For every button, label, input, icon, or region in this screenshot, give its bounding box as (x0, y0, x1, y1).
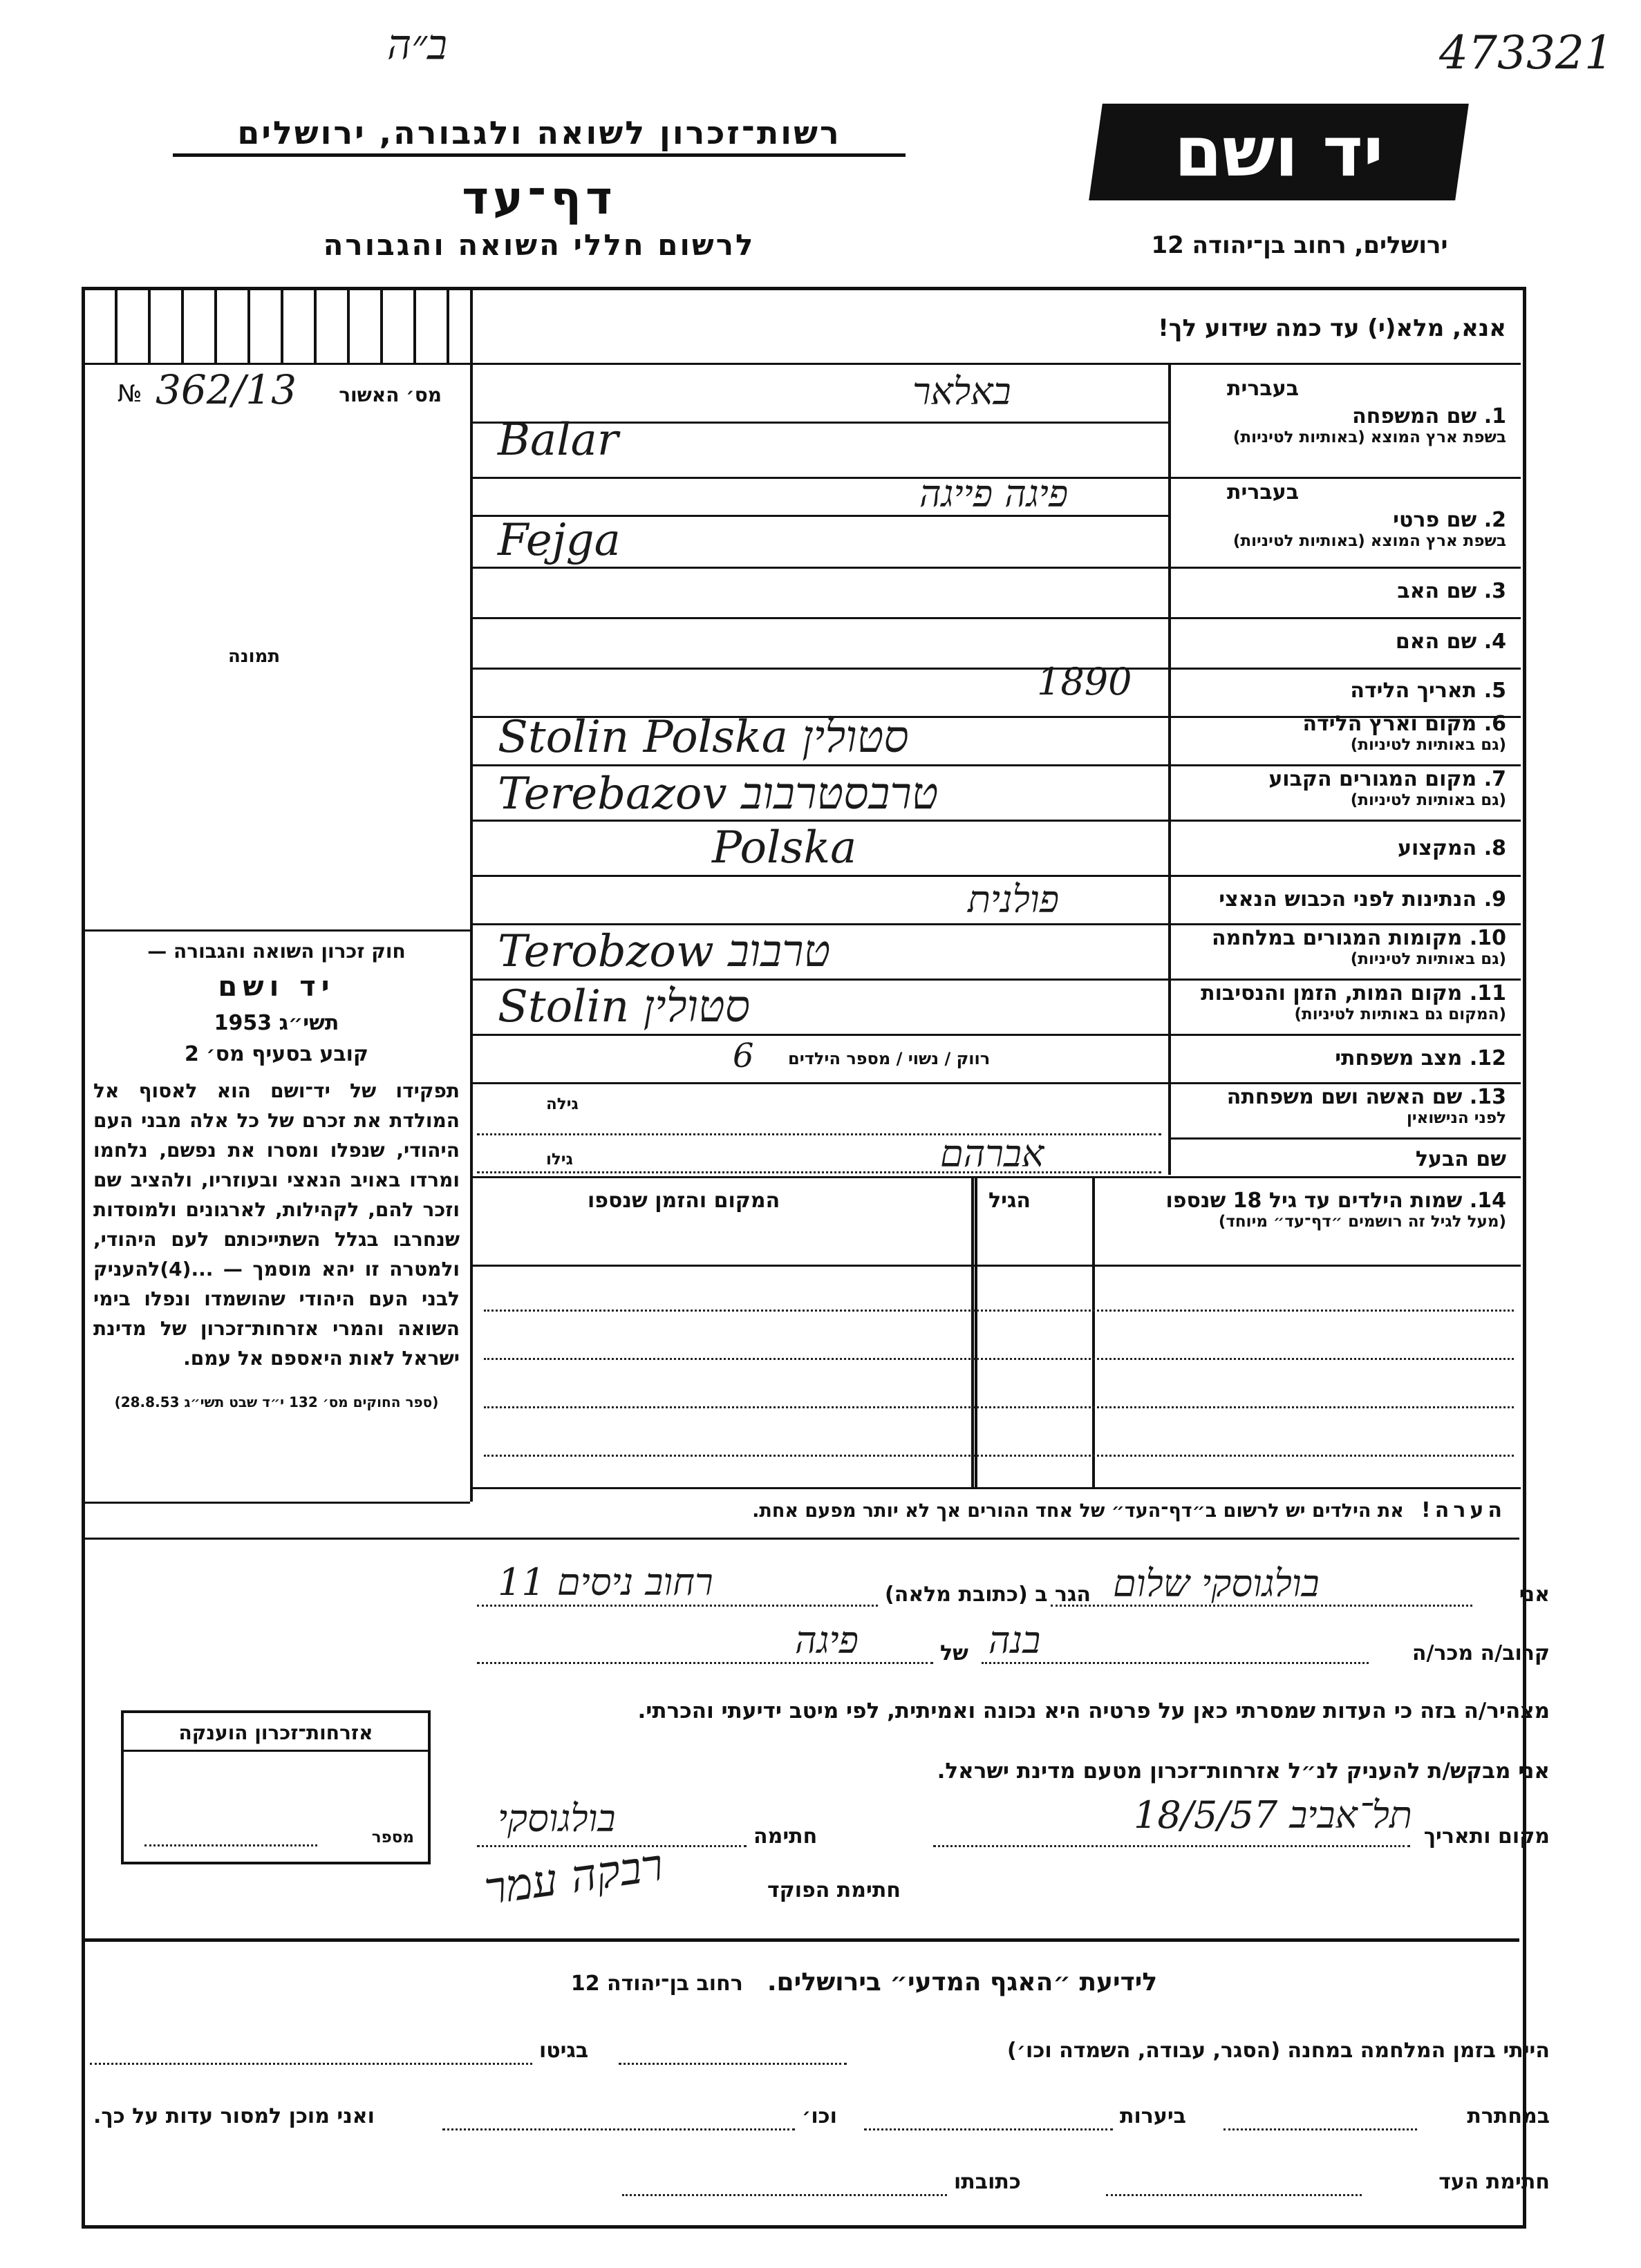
field-2-sub: בשפת ארץ המוצא (באותיות לטיניות) (1232, 532, 1506, 550)
decl-resides-label: הגר ב (כתובת מלאה) (885, 1582, 1091, 1607)
field-13-label: 13. שם האשה ושם משפחתה (1226, 1085, 1506, 1109)
field-13 (1227, 1085, 1506, 1127)
field-2-heb-tag: בעברית (1227, 480, 1299, 504)
footer-line1-b: בגיטו (539, 2039, 589, 2063)
field-1 (1227, 377, 1506, 446)
field-3-label: 3. שם האב (1397, 579, 1506, 603)
decl-relation-line (982, 1662, 1369, 1664)
approval-prefix: № (118, 380, 142, 408)
decl-place-date-line (933, 1845, 1410, 1847)
field-4-label: 4. שם האם (1395, 630, 1506, 654)
dotted-line (477, 1133, 1161, 1135)
approval-number: 362/13 (156, 366, 297, 413)
footer-line1-fill (90, 2063, 532, 2065)
row-divider (1168, 668, 1521, 670)
marital-options: רווק / נשוי / מספר הילדים (788, 1049, 991, 1068)
left-column-divider (470, 289, 473, 1502)
footer-line3-b: כתובתו (954, 2170, 1021, 2194)
intro-text: אנא, מלא(י) עד כמה שידוע לך! (1158, 314, 1506, 342)
field-10 (1212, 926, 1506, 968)
field-8-label: 8. המקצוע (1397, 836, 1506, 860)
row-divider (1168, 1034, 1521, 1036)
children-col-divider (971, 1176, 974, 1487)
field-10-sub: (גם באותיות לטיניות) (1350, 950, 1506, 968)
value-line (470, 923, 1168, 925)
note-text: את הילדים יש לרשום ב״דף־העד״ של אחד ההורים אך לא יותר מפעם אחת. (752, 1500, 1404, 1522)
footer-title: לידיעת ״האגף המדעי״ בירושלים. (767, 1968, 1158, 1996)
field-2 (1227, 480, 1506, 550)
firstname-hebrew: פיגה פייגה (919, 472, 1069, 516)
yad-vashem-logo (1089, 104, 1469, 200)
decl-of-value: פיגה (795, 1618, 859, 1662)
decl-place-date: תל־אביב 18/5/57 (1134, 1793, 1412, 1837)
decl-signer-line (1051, 1605, 1472, 1607)
footer-line3-fill (622, 2194, 947, 2196)
header-address: ירושלים, רחוב בן־יהודה 12 (1151, 231, 1448, 259)
law-name: יד ושם (218, 971, 335, 1003)
decl-i-label: אני (1519, 1582, 1550, 1607)
dotted-line (477, 1171, 1161, 1173)
decl-request: אני מבקש/ת להעניק לנ״ל אזרחות־זכרון מטעם מדינת ישראל. (937, 1759, 1550, 1784)
decl-address: רחוב ניסים 11 (498, 1560, 713, 1604)
decl-signer: בולגוסקי שלום (1113, 1562, 1320, 1605)
decl-signature: בולגוסקי (498, 1797, 616, 1840)
row-divider (1168, 875, 1521, 877)
decl-of-line (477, 1662, 933, 1664)
law-year: תשי״ג 1953 (214, 1011, 339, 1035)
field-12-label: 12. מצב משפחתי (1335, 1046, 1506, 1070)
footer-divider (84, 1938, 1519, 1942)
field-6 (1303, 712, 1506, 754)
photo-label: תמונה (228, 646, 281, 667)
husband-name-label: שם הבעל (1415, 1147, 1506, 1171)
form-title: דף־עד (462, 171, 617, 225)
footer-line2-a: במחתרת (1467, 2104, 1550, 2128)
value-line (470, 617, 1168, 619)
law-source: (ספר החוקים מס׳ 132 י״ד שבט תשי״ג 28.8.53) (114, 1394, 439, 1410)
husband-name: אברהם (940, 1132, 1044, 1175)
intro-divider (470, 363, 1521, 365)
field-7 (1268, 767, 1506, 809)
footer-line1-fill (619, 2063, 847, 2065)
row-divider (1168, 820, 1521, 822)
footer-line3-fill (1106, 2194, 1362, 2196)
field-7-sub: (גם באותיות לטיניות) (1350, 791, 1506, 809)
section-divider (470, 1176, 1521, 1178)
birth-date: 1890 (1037, 660, 1132, 703)
children-place-header: המקום והזמן שנספו (588, 1189, 780, 1213)
citizenship-title: אזרחות־זכרון הוענקה (124, 1721, 428, 1752)
decl-place-date-label: מקום ותאריך (1423, 1824, 1550, 1849)
decl-address-line (477, 1605, 878, 1607)
children-count: 6 (733, 1037, 754, 1075)
field-11 (1201, 981, 1506, 1023)
wartime-residence: Terobzow טרבוב (498, 926, 831, 977)
decl-relation: בנה (988, 1618, 1041, 1662)
ref-number: 473321 (1439, 26, 1613, 79)
law-body: תפקידו של יד־ושם הוא לאסוף אל המולדת את זכרם של כל אלה מבני העם היהודי, שנפלו ומסרו את נפשם, נלחמו ומרדו באויב הנאצי ובעוזריו, ולהציב שם וזכר להם, לקהילות, לארגונים ולמוסדות שנחרבו בגלל השתייכותם לעם היהודי, ולמטרה זו יהא מוסמך — ...(4)להעניק לבני העם היהודי שהושמדו ונפלו בימי השואה והמרי אזרחות־זכרון של מדינת ישראל לאות היאספם אל עמם. (93, 1079, 460, 1370)
field-6-label: 6. מקום וארץ הלידה (1302, 712, 1506, 736)
value-line (470, 1034, 1168, 1036)
row-divider (1168, 764, 1521, 766)
row-divider (1168, 923, 1521, 925)
note-bottom-line (84, 1538, 1519, 1540)
citizenship-number-line (144, 1844, 317, 1846)
wife-age-label: גילה (546, 1095, 579, 1113)
value-column-divider (1168, 363, 1171, 1175)
children-row-line (484, 1406, 1514, 1408)
residence-country: Polska (712, 822, 857, 873)
children-col-divider (1092, 1176, 1095, 1487)
children-row-line (484, 1358, 1514, 1360)
birth-place: Stolin Polska סטולין (498, 712, 909, 763)
children-col-divider (975, 1176, 977, 1487)
approval-label: מס׳ האשור (339, 384, 442, 406)
surname-hebrew: באלאר (912, 370, 1011, 413)
field-6-sub: (גם באותיות לטיניות) (1350, 736, 1506, 754)
value-line (470, 820, 1168, 822)
tick-strip-bottom (84, 363, 470, 365)
authority-underline (173, 153, 906, 157)
footer-line2-fill (442, 2128, 795, 2130)
tick-strip (84, 289, 470, 363)
value-line (470, 764, 1168, 766)
citizenship-number-label: מספר (371, 1828, 414, 1846)
row-divider (1168, 1082, 1521, 1084)
note-row (483, 1498, 1506, 1522)
decl-officer-label: חתימת הפוקד (767, 1878, 901, 1902)
authority-name: רשות־זכרון לשואה ולגבורה, ירושלים (237, 114, 841, 151)
field-11-sub: (המקום גם באותיות לטיניות) (1294, 1005, 1506, 1023)
decl-of-label: של (940, 1641, 968, 1665)
children-age-header: הגיל (988, 1189, 1031, 1213)
children-label: 14. שמות הילדים עד גיל 18 שנספו (1165, 1189, 1506, 1213)
decl-officer: רבקה עמר (481, 1840, 666, 1916)
note-label: הערה! (1421, 1498, 1506, 1522)
firstname-latin: Fejga (498, 515, 621, 566)
field-5-label: 5. תאריך הלידה (1350, 679, 1506, 703)
citizenship-box (121, 1710, 431, 1864)
row-divider (1168, 1137, 1521, 1140)
law-block (93, 940, 460, 1410)
logo-text: יד ושם (1174, 111, 1384, 192)
children-row-line (484, 1310, 1514, 1312)
children-sub: (מעל לגיל זה רושמים ״דף־עד״ מיוחד) (1218, 1213, 1506, 1231)
footer-line1-a: הייתי בזמן המלחמה במחנה (הסגר, עבודה, השמדה וכו׳) (1007, 2039, 1550, 2063)
decl-signature-label: חתימה (753, 1824, 818, 1849)
footer-line2-d: ואני מוכן למסור עדות על כך. (93, 2104, 375, 2128)
footer-line2-c: וכו׳ (802, 2104, 837, 2128)
footer-title-row (484, 1968, 1244, 1996)
law-clause: קובע בסעיף מס׳ 2 (184, 1042, 369, 1066)
value-line (470, 875, 1168, 877)
surname-latin: Balar (498, 415, 619, 466)
row-divider (1168, 617, 1521, 619)
value-line (470, 1082, 1168, 1084)
nationality: פולנית (968, 878, 1060, 921)
value-line (470, 567, 1168, 569)
value-line (470, 979, 1168, 981)
field-2-label: 2. שם פרטי (1393, 508, 1506, 532)
row-divider (1168, 979, 1521, 981)
field-13-sub: לפני הנישואין (1407, 1109, 1506, 1127)
field-1-label: 1. שם המשפחה (1352, 404, 1506, 428)
row-divider (1168, 567, 1521, 569)
field-1-heb-tag: בעברית (1227, 377, 1299, 401)
field-1-sub: בשפת ארץ המוצא (באותיות לטיניות) (1232, 428, 1506, 446)
field-9-label: 9. הנתינות לפני הכבוש הנאצי (1219, 887, 1506, 911)
field-10-label: 10. מקומות המגורים במלחמה (1212, 926, 1506, 950)
field-7-label: 7. מקום המגורים הקבוע (1268, 767, 1506, 791)
law-top-line (84, 929, 470, 932)
top-mark: ב״ה (387, 21, 447, 69)
field-11-label: 11. מקום המות, הזמן והנסיבות (1201, 981, 1506, 1005)
form-subtitle: לרשום חללי השואה והגבורה (323, 228, 756, 262)
death-place: Stolin סטולין (498, 981, 751, 1032)
law-bottom-line (84, 1502, 470, 1504)
decl-statement: מצהיר/ה בזה כי העדות שמסרתי כאן על פרטיה היא נכונה ואמיתית, לפי מיטב ידיעתי והכרתי. (637, 1699, 1550, 1723)
law-title: חוק זכרון השואה והגבורה — (147, 940, 406, 963)
footer-line2-b: ביערות (1120, 2104, 1186, 2128)
children-header (1165, 1189, 1506, 1231)
children-row-line (484, 1455, 1514, 1457)
note-top-line (470, 1487, 1521, 1489)
decl-relation-label: קרוב/ה מכר/ה (1412, 1641, 1550, 1665)
footer-line2-fill (1223, 2128, 1417, 2130)
residence: Terebazov טרבסטרבוב (498, 768, 939, 820)
husband-age-label: גילו (546, 1151, 573, 1169)
footer-line3-a: חתימת העד (1438, 2170, 1550, 2194)
footer-line2-fill (864, 2128, 1113, 2130)
row-divider (1168, 477, 1521, 479)
children-header-line (470, 1265, 1521, 1267)
footer-address: רחוב בן־יהודה 12 (570, 1972, 743, 1996)
